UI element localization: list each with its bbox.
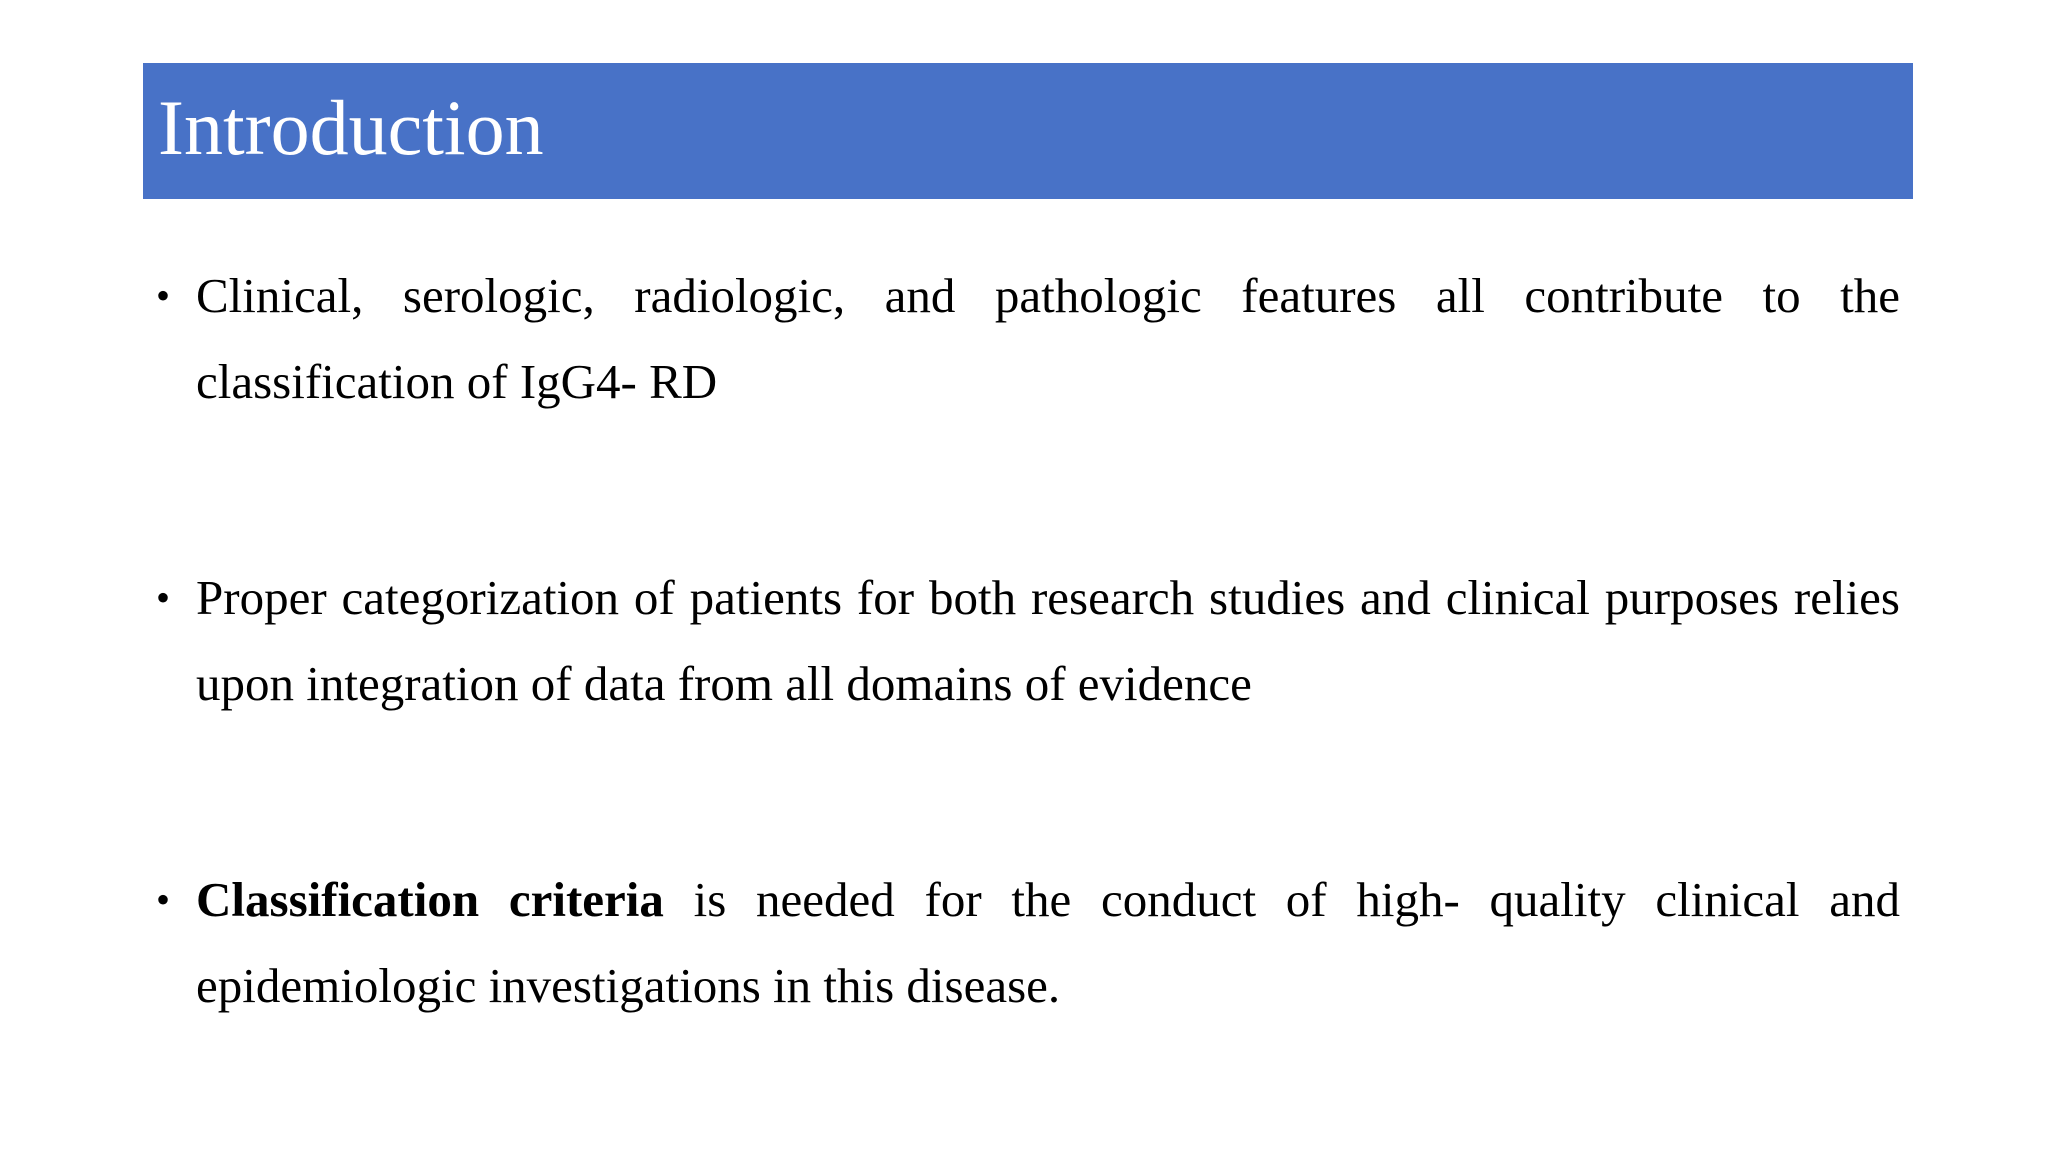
bullet-text-rest: is needed for the conduct of high- quality clinical and epidemiologic investigations in this disease. — [196, 872, 1901, 1013]
bullet-item — [150, 253, 1900, 425]
bullet-dot-icon: • — [156, 273, 171, 318]
bold-phrase: Classification criteria — [196, 872, 664, 927]
bullet-text: Proper categorization of patients for both research studies and clinical purposes relies upon integration of data from all domains of evidence — [196, 570, 1900, 711]
title-bar — [143, 63, 1913, 199]
bullet-item — [150, 555, 1900, 727]
slide-title: Introduction — [158, 84, 544, 171]
bullet-dot-icon: • — [156, 575, 171, 620]
bullet-dot-icon: • — [156, 877, 171, 922]
bullet-text: Clinical, serologic, radiologic, and pathologic features all contribute to the classification of IgG4- RD — [196, 268, 1900, 409]
bullet-text-with-emphasis — [196, 857, 1900, 1029]
bullet-item — [150, 857, 1900, 1029]
